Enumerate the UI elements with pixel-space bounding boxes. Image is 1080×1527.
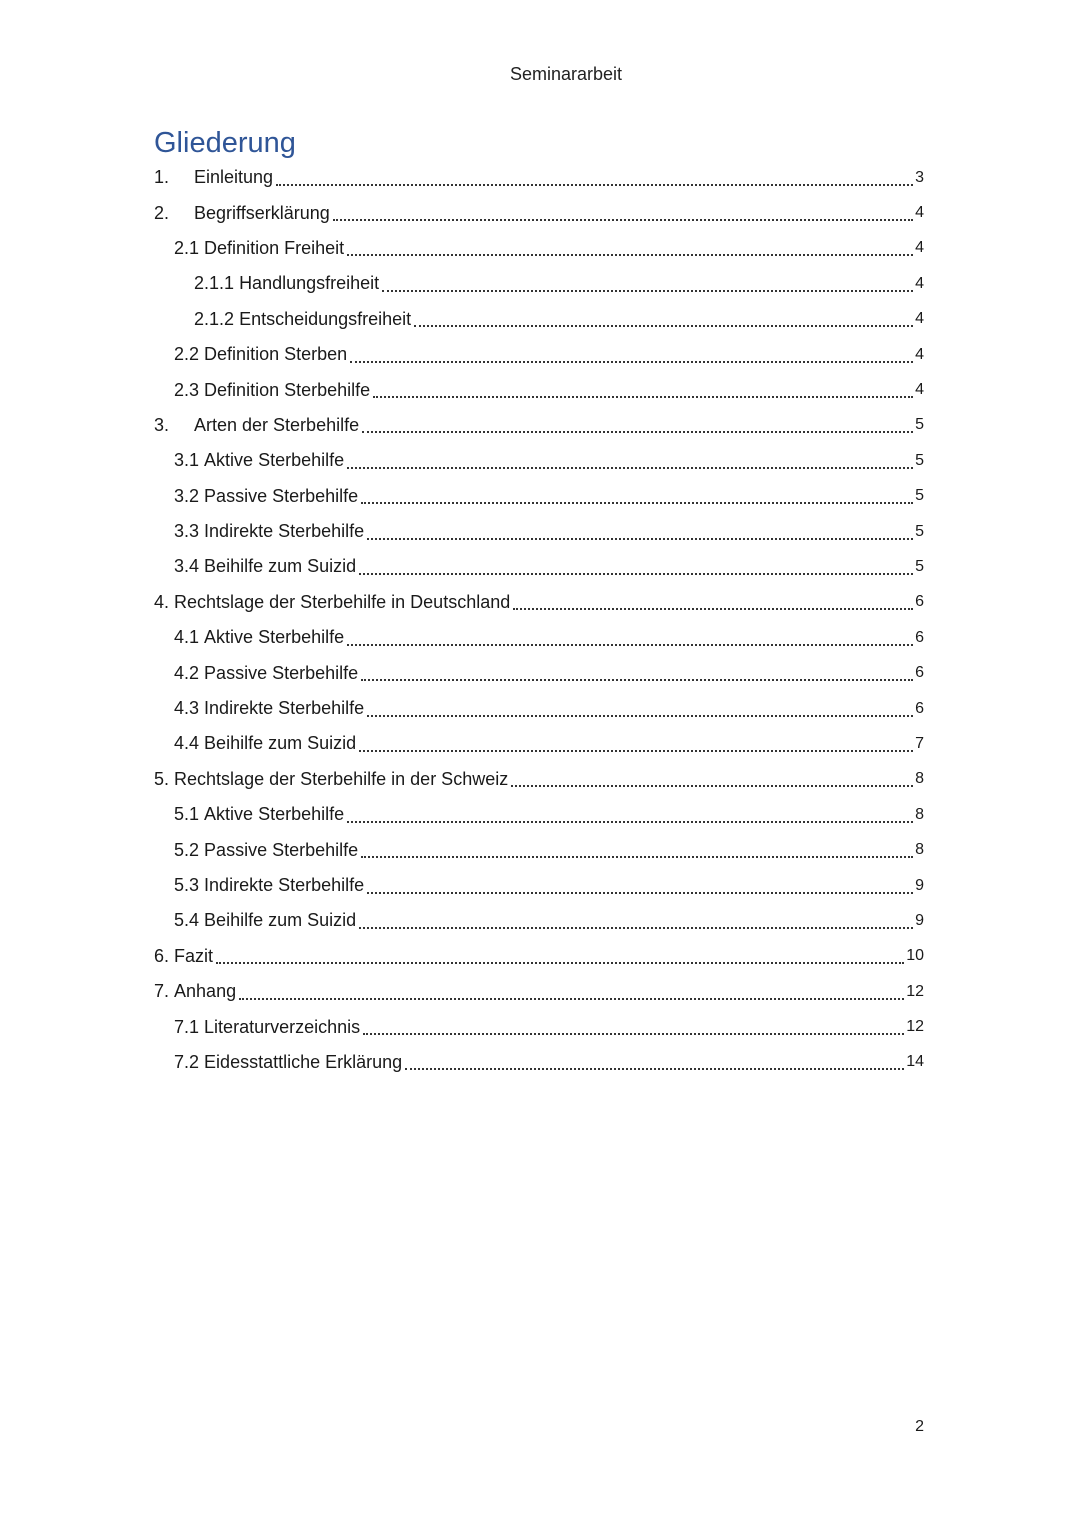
toc-entry-label: Anhang — [174, 981, 237, 1002]
toc-entry-number: 2.2 — [174, 344, 200, 365]
toc-entry-page: 5 — [915, 487, 924, 505]
toc-dot-leader — [347, 821, 913, 823]
toc-entry-number: 2.1 — [174, 237, 200, 258]
toc-entry[interactable] — [154, 549, 924, 584]
toc-entry-number: 4.1 — [174, 627, 200, 648]
toc-dot-leader — [361, 502, 913, 504]
toc-entry[interactable] — [154, 655, 924, 690]
toc-entry-label: Aktive Sterbehilfe — [204, 450, 345, 471]
toc-entry-page: 5 — [915, 522, 924, 540]
toc-entry-page: 12 — [906, 982, 924, 1000]
toc-dot-leader — [333, 219, 913, 221]
toc-entry-page: 5 — [915, 557, 924, 575]
toc-dot-leader — [367, 715, 913, 717]
toc-entry-label: Aktive Sterbehilfe — [204, 804, 345, 825]
toc-entry-page: 12 — [906, 1018, 924, 1036]
toc-entry-page: 9 — [915, 876, 924, 894]
toc-dot-leader — [350, 361, 913, 363]
toc-entry-page: 6 — [915, 664, 924, 682]
toc-dot-leader — [373, 396, 913, 398]
toc-dot-leader — [363, 1033, 904, 1035]
toc-entry-number: 3.1 — [174, 450, 200, 471]
toc-entry-label: Entscheidungsfreiheit — [239, 308, 412, 329]
toc-entry-number: 5.3 — [174, 875, 200, 895]
toc-entry-number: 5.1 — [174, 804, 200, 825]
toc-entry-number: 7. — [154, 981, 170, 1002]
toc-entry[interactable] — [154, 903, 924, 938]
toc-entry-page: 4 — [915, 239, 924, 257]
toc-dot-leader — [362, 431, 913, 433]
toc-entry-number: 3. — [154, 414, 170, 435]
toc-entry-page: 6 — [915, 628, 924, 646]
toc-entry-page: 5 — [915, 416, 924, 434]
toc-entry[interactable] — [154, 231, 924, 266]
toc-entry-number: 5.2 — [174, 839, 200, 860]
toc-dot-leader — [367, 892, 913, 894]
toc-entry-number: 2.1.1 — [194, 273, 235, 294]
toc-entry-number: 4.3 — [174, 698, 200, 719]
toc-entry[interactable] — [154, 195, 924, 230]
toc-dot-leader — [276, 184, 913, 186]
toc-entry[interactable] — [154, 514, 924, 549]
toc-entry-page: 4 — [915, 381, 924, 399]
toc-entry[interactable] — [154, 1045, 924, 1080]
toc-entry-number: 3.4 — [174, 556, 200, 577]
toc-dot-leader — [361, 679, 913, 681]
toc-dot-leader — [216, 962, 904, 964]
toc-entry[interactable] — [154, 797, 924, 832]
toc-entry-label: Definition Sterben — [204, 344, 348, 365]
toc-entry-label: Beihilfe zum Suizid — [204, 733, 357, 754]
toc-entry[interactable] — [154, 160, 924, 195]
toc-dot-leader — [367, 538, 913, 540]
toc-entry-number: 4.4 — [174, 733, 200, 754]
page-header: Seminararbeit — [509, 64, 623, 84]
toc-entry[interactable] — [154, 585, 924, 620]
toc-entry-label: Indirekte Sterbehilfe — [204, 698, 365, 719]
toc-entry-label: Indirekte Sterbehilfe — [204, 521, 365, 542]
toc-entry-number: 2.1.2 — [194, 308, 235, 329]
toc-entry-number: 3.3 — [174, 521, 200, 542]
toc-entry[interactable] — [154, 443, 924, 478]
toc-entry-page: 6 — [915, 699, 924, 717]
toc-entry-page: 6 — [915, 593, 924, 611]
toc-dot-leader — [414, 325, 913, 327]
toc-entry-number: 7.2 — [174, 1051, 200, 1072]
toc-entry-page: 7 — [915, 734, 924, 752]
toc-entry-label: Beihilfe zum Suizid — [204, 910, 357, 931]
toc-entry[interactable] — [154, 691, 924, 726]
toc-entry-number: 3.2 — [174, 485, 200, 506]
toc-entry[interactable] — [154, 974, 924, 1009]
toc-entry[interactable] — [154, 337, 924, 372]
toc-entry-page: 8 — [915, 805, 924, 823]
toc-entry[interactable] — [154, 1009, 924, 1044]
toc-entry-number: 1. — [154, 167, 170, 188]
toc-entry-number: 6. — [154, 945, 170, 966]
toc-dot-leader — [513, 608, 913, 610]
toc-entry-page: 14 — [906, 1053, 924, 1071]
toc-entry-page: 4 — [915, 345, 924, 363]
toc-entry-label: Fazit — [174, 945, 214, 966]
toc-entry-label: Literaturverzeichnis — [204, 1016, 361, 1037]
toc-entry-page: 4 — [915, 310, 924, 328]
toc-entry-page: 5 — [915, 451, 924, 469]
toc-entry[interactable] — [154, 479, 924, 514]
toc-entry[interactable] — [154, 939, 924, 974]
toc-dot-leader — [359, 927, 913, 929]
toc-dot-leader — [239, 998, 904, 1000]
toc-entry[interactable] — [154, 868, 924, 903]
toc-entry-number: 5.4 — [174, 910, 200, 931]
toc-entry-page: 8 — [915, 841, 924, 859]
page-number: 2 — [915, 1418, 924, 1435]
toc-dot-leader — [361, 856, 913, 858]
toc-dot-leader — [347, 254, 913, 256]
toc-entry[interactable] — [154, 726, 924, 761]
toc-dot-leader — [382, 290, 913, 292]
table-of-contents — [154, 160, 924, 1080]
toc-entry-number: 4.2 — [174, 662, 200, 683]
toc-entry[interactable] — [154, 620, 924, 655]
toc-entry-number: 2.3 — [174, 379, 200, 400]
toc-entry-label: Passive Sterbehilfe — [204, 662, 359, 683]
toc-entry-label: Passive Sterbehilfe — [204, 485, 359, 506]
toc-entry[interactable] — [154, 408, 924, 443]
toc-entry-label: Begriffserklärung — [194, 202, 330, 223]
toc-entry[interactable] — [154, 762, 924, 797]
toc-entry-label: Handlungsfreiheit — [239, 273, 380, 294]
toc-entry[interactable] — [154, 302, 924, 337]
toc-entry-label: Eidesstattliche Erklärung — [204, 1051, 403, 1072]
toc-entry-number: 2. — [154, 202, 170, 223]
toc-entry-label: Passive Sterbehilfe — [204, 839, 359, 860]
toc-dot-leader — [511, 785, 913, 787]
toc-entry[interactable] — [154, 266, 924, 301]
toc-entry-page: 10 — [906, 947, 924, 965]
toc-dot-leader — [359, 750, 913, 752]
toc-entry[interactable] — [154, 372, 924, 407]
toc-entry-page: 4 — [915, 274, 924, 292]
toc-entry-label: Einleitung — [194, 167, 274, 188]
toc-entry-label: Arten der Sterbehilfe — [194, 414, 360, 435]
toc-entry-label: Beihilfe zum Suizid — [204, 556, 357, 577]
toc-entry-label: Definition Sterbehilfe — [204, 379, 371, 400]
toc-dot-leader — [347, 644, 913, 646]
toc-entry-label: Definition Freiheit — [204, 237, 345, 258]
toc-entry-page: 4 — [915, 204, 924, 222]
toc-dot-leader — [347, 467, 913, 469]
toc-entry-label: Aktive Sterbehilfe — [204, 627, 345, 648]
toc-entry[interactable] — [154, 832, 924, 867]
toc-entry-number: 7.1 — [174, 1016, 200, 1037]
toc-dot-leader — [359, 573, 913, 575]
toc-dot-leader — [405, 1068, 904, 1070]
toc-title: Gliederung — [154, 127, 296, 159]
toc-entry-label: Rechtslage der Sterbehilfe in Deutschland — [174, 591, 511, 612]
toc-entry-page: 8 — [915, 770, 924, 788]
toc-entry-number: 5. — [154, 768, 170, 789]
toc-entry-page: 3 — [915, 168, 924, 186]
toc-entry-label: Rechtslage der Sterbehilfe in der Schweiz — [174, 768, 509, 789]
toc-entry-number: 4. — [154, 591, 170, 612]
toc-entry-label: Indirekte Sterbehilfe — [204, 875, 365, 895]
toc-entry-page: 9 — [915, 911, 924, 929]
